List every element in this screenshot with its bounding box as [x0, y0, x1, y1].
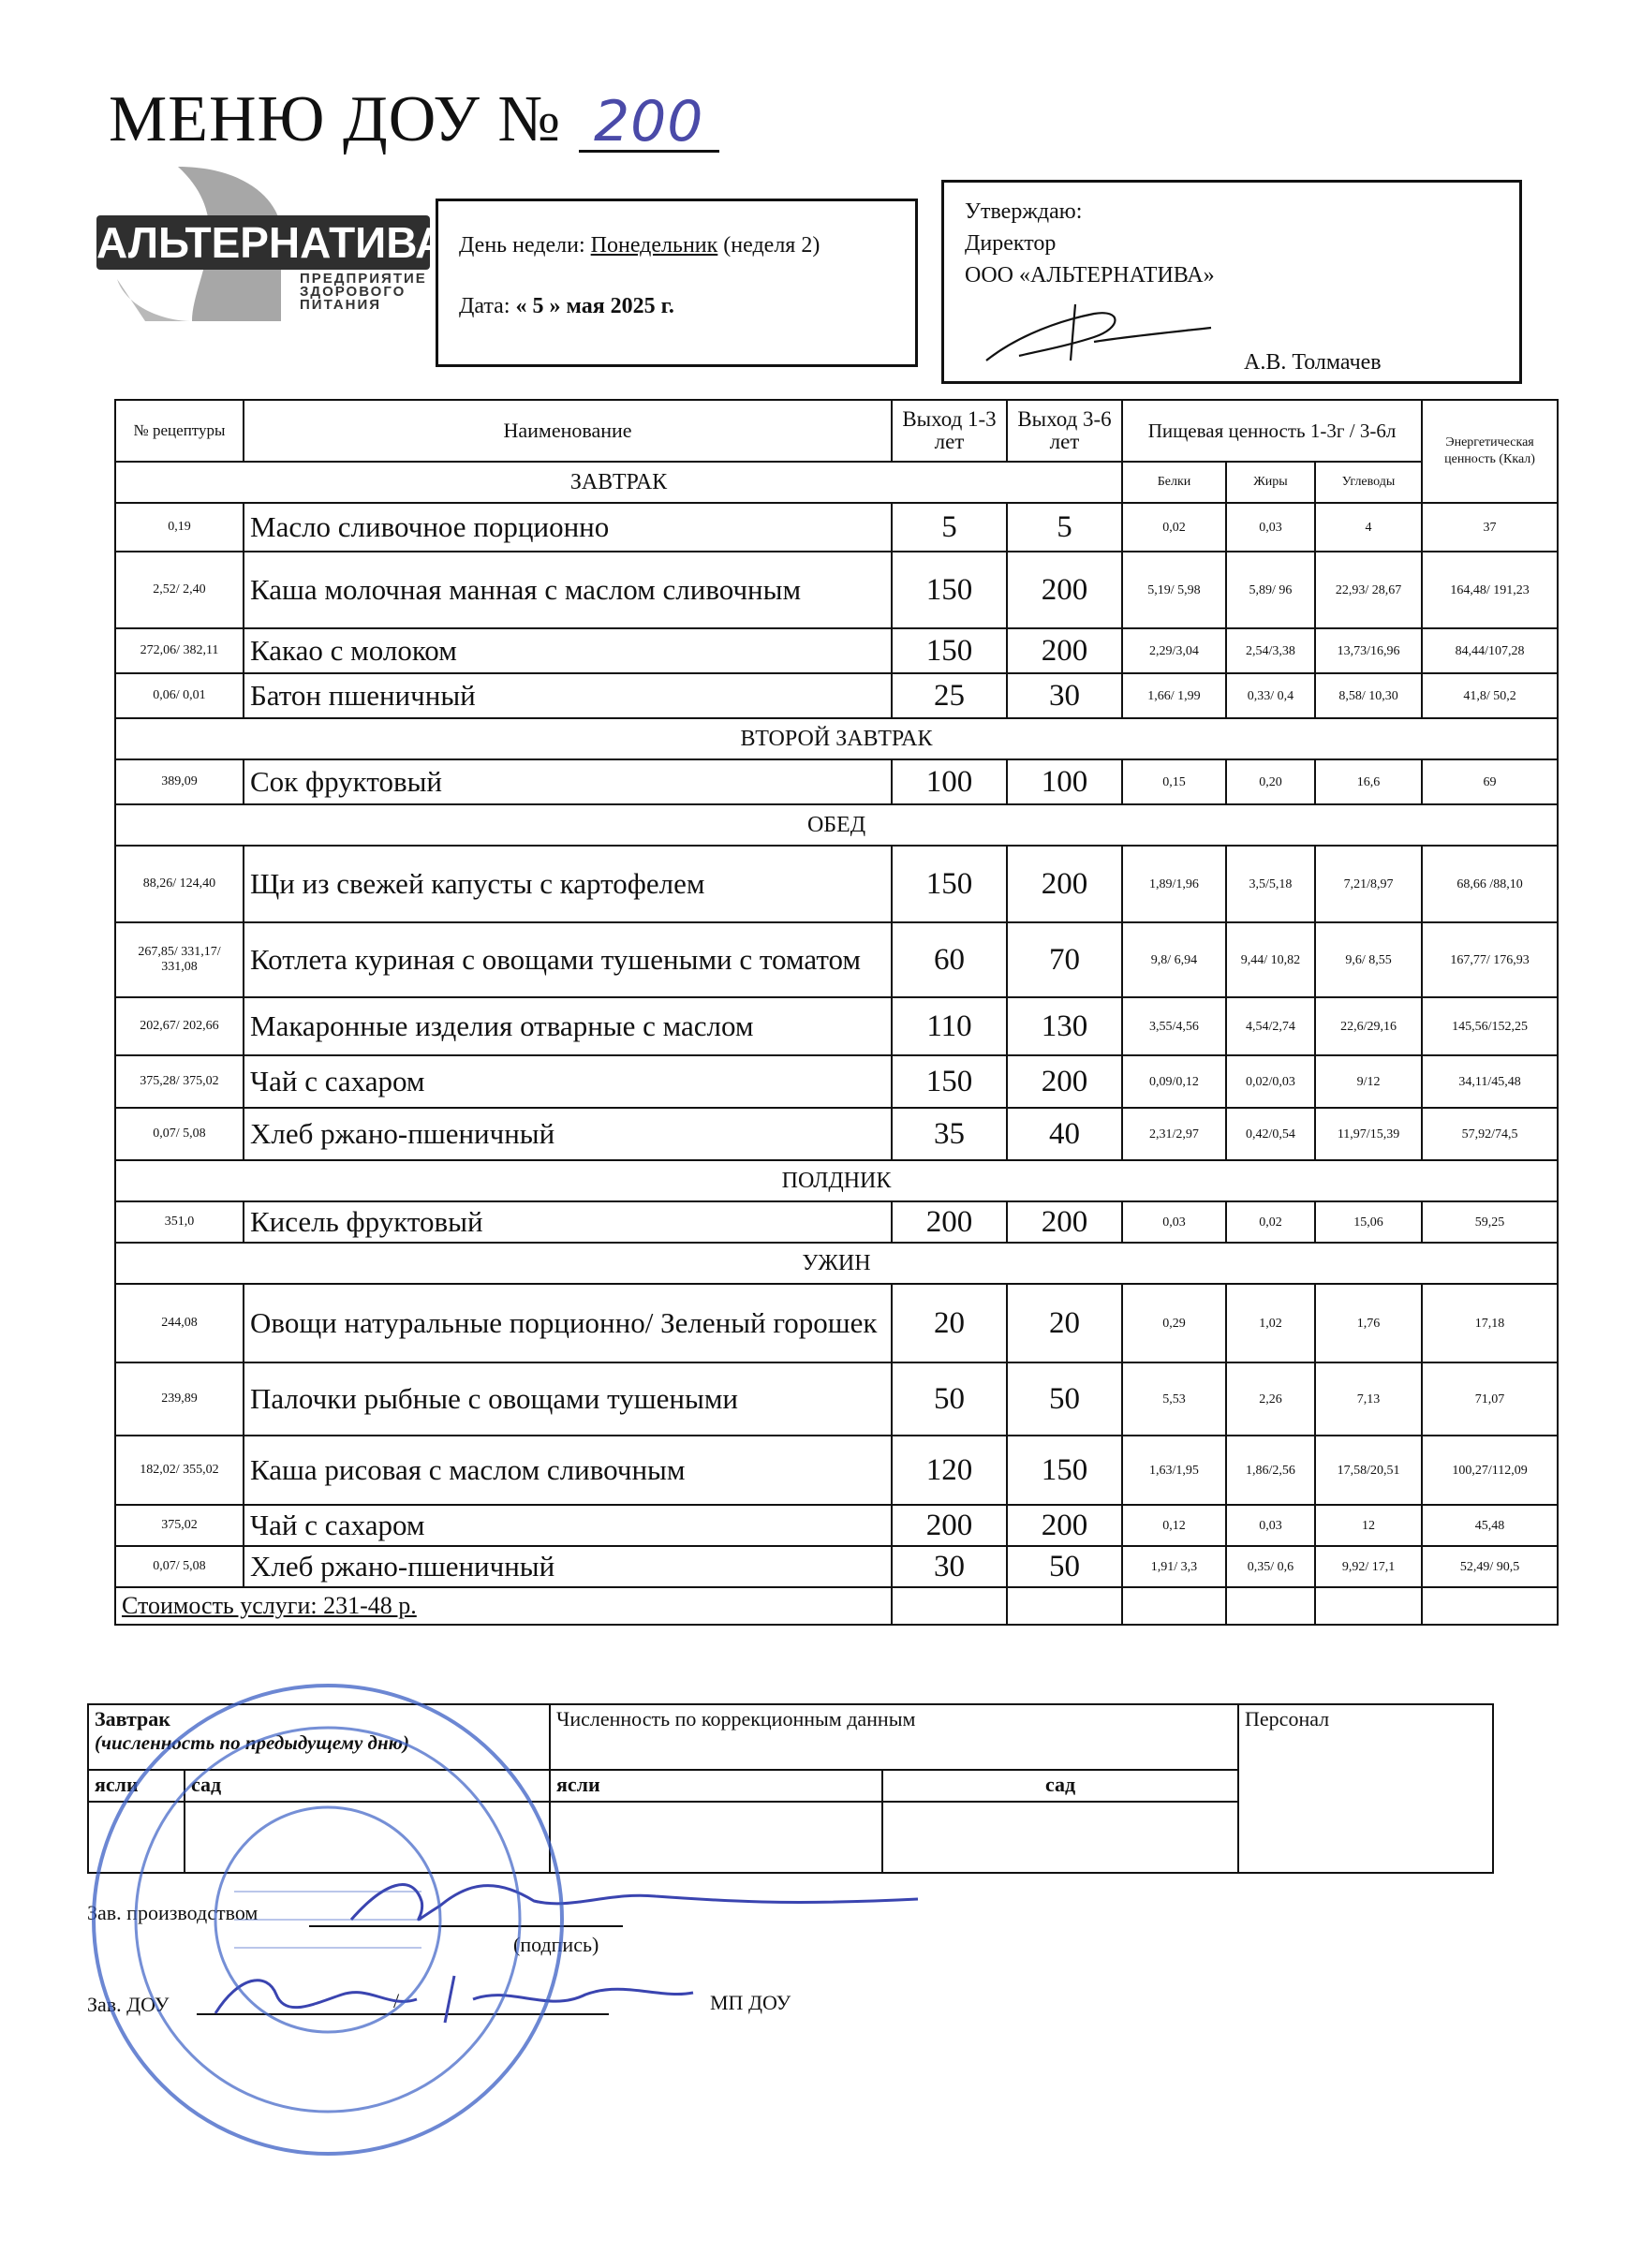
director-signature-icon [982, 286, 1216, 375]
table-row [115, 1201, 1558, 1243]
correction-nursery: ясли [550, 1770, 882, 1802]
fat-value: 0,03 [1226, 1505, 1315, 1546]
correction-header: Численность по коррекционным данным [550, 1704, 1238, 1770]
output-1-3: 150 [892, 628, 1007, 673]
protein-value: 9,8/ 6,94 [1122, 922, 1226, 997]
service-cost: Стоимость услуги: 231-48 р. [115, 1587, 892, 1625]
energy-value: 68,66 /88,10 [1422, 846, 1558, 922]
section-breakfast: ЗАВТРАК [115, 462, 1122, 503]
output-1-3: 30 [892, 1546, 1007, 1587]
carbs-value: 9,92/ 17,1 [1315, 1546, 1422, 1587]
energy-value: 52,49/ 90,5 [1422, 1546, 1558, 1587]
protein-value: 0,09/0,12 [1122, 1055, 1226, 1108]
day-value: Понедельник [590, 233, 718, 258]
table-header-row [115, 400, 1558, 462]
recipe-code: 375,28/ 375,02 [115, 1055, 244, 1108]
carbs-value: 4 [1315, 503, 1422, 552]
output-3-6: 200 [1007, 846, 1122, 922]
output-1-3: 20 [892, 1284, 1007, 1362]
recipe-code: 351,0 [115, 1201, 244, 1243]
protein-value: 1,63/1,95 [1122, 1436, 1226, 1505]
recipe-code: 88,26/ 124,40 [115, 846, 244, 922]
dish-name: Какао с молоком [244, 628, 892, 673]
recipe-code: 0,19 [115, 503, 244, 552]
head-dou-label: Зав. ДОУ [87, 1993, 170, 2016]
output-1-3: 150 [892, 1055, 1007, 1108]
dish-name: Палочки рыбные с овощами тушеными [244, 1362, 892, 1436]
header-recipe: № рецептуры [115, 400, 244, 462]
header-output-1-3: Выход 1-3 лет [892, 400, 1007, 462]
protein-value: 0,15 [1122, 759, 1226, 804]
section-second-breakfast: ВТОРОЙ ЗАВТРАК [115, 718, 1558, 759]
signature-slash: / [393, 1989, 400, 2012]
table-row [115, 1362, 1558, 1436]
approval-signatory: А.В. Толмачев [1244, 350, 1382, 375]
logo-tagline-1: ПРЕДПРИЯТИЕ [300, 271, 427, 287]
header-carbs: Углеводы [1315, 462, 1422, 503]
dish-name: Овощи натуральные порционно/ Зеленый горошек [244, 1284, 892, 1362]
fat-value: 4,54/2,74 [1226, 997, 1315, 1055]
dish-name: Каша рисовая с маслом сливочным [244, 1436, 892, 1505]
dish-name: Сок фруктовый [244, 759, 892, 804]
header-name: Наименование [244, 400, 892, 462]
carbs-value: 22,93/ 28,67 [1315, 552, 1422, 628]
carbs-value: 7,21/8,97 [1315, 846, 1422, 922]
section-lunch: ОБЕД [115, 804, 1558, 846]
carbs-value: 9/12 [1315, 1055, 1422, 1108]
mp-label: МП ДОУ [710, 1991, 791, 2014]
table-row [115, 997, 1558, 1055]
table-row [115, 1436, 1558, 1505]
carbs-value: 8,58/ 10,30 [1315, 673, 1422, 718]
date-line [459, 294, 915, 319]
fat-value: 3,5/5,18 [1226, 846, 1315, 922]
energy-value: 69 [1422, 759, 1558, 804]
day-label: День недели: [459, 233, 585, 258]
protein-value: 3,55/4,56 [1122, 997, 1226, 1055]
recipe-code: 0,07/ 5,08 [115, 1108, 244, 1160]
output-3-6: 150 [1007, 1436, 1122, 1505]
empty-cell [1007, 1587, 1122, 1625]
section-row [115, 462, 1558, 503]
section-row [115, 1160, 1558, 1201]
recipe-code: 239,89 [115, 1362, 244, 1436]
header-output-3-6: Выход 3-6 лет [1007, 400, 1122, 462]
section-dinner: УЖИН [115, 1243, 1558, 1284]
energy-value: 57,92/74,5 [1422, 1108, 1558, 1160]
fat-value: 1,02 [1226, 1284, 1315, 1362]
recipe-code: 267,85/ 331,17/ 331,08 [115, 922, 244, 997]
output-3-6: 50 [1007, 1362, 1122, 1436]
energy-value: 164,48/ 191,23 [1422, 552, 1558, 628]
table-row [115, 846, 1558, 922]
output-1-3: 25 [892, 673, 1007, 718]
header-fat: Жиры [1226, 462, 1315, 503]
table-row [115, 1546, 1558, 1587]
output-3-6: 130 [1007, 997, 1122, 1055]
output-3-6: 70 [1007, 922, 1122, 997]
menu-table [114, 399, 1559, 1626]
section-row [115, 718, 1558, 759]
carbs-value: 1,76 [1315, 1284, 1422, 1362]
header-protein: Белки [1122, 462, 1226, 503]
energy-value: 167,77/ 176,93 [1422, 922, 1558, 997]
dish-name: Чай с сахаром [244, 1505, 892, 1546]
title-text: МЕНЮ ДОУ № [109, 83, 562, 155]
energy-value: 145,56/152,25 [1422, 997, 1558, 1055]
empty-cell [1226, 1587, 1315, 1625]
dish-name: Чай с сахаром [244, 1055, 892, 1108]
correction-garden-count-cell[interactable] [882, 1802, 1238, 1873]
fat-value: 0,02 [1226, 1201, 1315, 1243]
output-3-6: 20 [1007, 1284, 1122, 1362]
table-row [115, 1055, 1558, 1108]
cost-row [115, 1587, 1558, 1625]
recipe-code: 2,52/ 2,40 [115, 552, 244, 628]
output-1-3: 150 [892, 552, 1007, 628]
output-1-3: 200 [892, 1201, 1007, 1243]
output-3-6: 200 [1007, 1201, 1122, 1243]
day-date-box [436, 199, 918, 367]
output-1-3: 5 [892, 503, 1007, 552]
protein-value: 1,66/ 1,99 [1122, 673, 1226, 718]
dish-name: Батон пшеничный [244, 673, 892, 718]
energy-value: 71,07 [1422, 1362, 1558, 1436]
protein-value: 5,53 [1122, 1362, 1226, 1436]
approval-box [941, 180, 1522, 384]
day-of-week-line [459, 233, 915, 258]
table-row [115, 673, 1558, 718]
fat-value: 0,35/ 0,6 [1226, 1546, 1315, 1587]
dish-name: Каша молочная манная с маслом сливочным [244, 552, 892, 628]
recipe-code: 182,02/ 355,02 [115, 1436, 244, 1505]
approval-label: Утверждаю: [965, 199, 1083, 224]
page-title [109, 82, 719, 157]
table-row [115, 759, 1558, 804]
recipe-code: 0,07/ 5,08 [115, 1546, 244, 1587]
approval-organization: ООО «АЛЬТЕРНАТИВА» [965, 263, 1215, 287]
table-row [115, 1505, 1558, 1546]
fat-value: 0,20 [1226, 759, 1315, 804]
energy-value: 41,8/ 50,2 [1422, 673, 1558, 718]
breakfast-label: Завтрак [95, 1707, 170, 1730]
output-1-3: 120 [892, 1436, 1007, 1505]
table-row [115, 503, 1558, 552]
output-1-3: 150 [892, 846, 1007, 922]
section-row [115, 1243, 1558, 1284]
recipe-code: 389,09 [115, 759, 244, 804]
fat-value: 0,33/ 0,4 [1226, 673, 1315, 718]
dish-name: Щи из свежей капусты с картофелем [244, 846, 892, 922]
carbs-value: 9,6/ 8,55 [1315, 922, 1422, 997]
carbs-value: 16,6 [1315, 759, 1422, 804]
header-nutrition: Пищевая ценность 1-3г / 3-6л [1122, 400, 1422, 462]
table-row [115, 1108, 1558, 1160]
fat-value: 5,89/ 96 [1226, 552, 1315, 628]
energy-value: 59,25 [1422, 1201, 1558, 1243]
protein-value: 1,89/1,96 [1122, 846, 1226, 922]
fat-value: 0,02/0,03 [1226, 1055, 1315, 1108]
company-logo [89, 167, 447, 321]
output-3-6: 50 [1007, 1546, 1122, 1587]
table-row [115, 922, 1558, 997]
fat-value: 0,03 [1226, 503, 1315, 552]
breakfast-nursery: ясли [88, 1770, 185, 1802]
output-1-3: 100 [892, 759, 1007, 804]
output-3-6: 200 [1007, 1055, 1122, 1108]
energy-value: 84,44/107,28 [1422, 628, 1558, 673]
output-3-6: 200 [1007, 552, 1122, 628]
fat-value: 9,44/ 10,82 [1226, 922, 1315, 997]
table-row [115, 628, 1558, 673]
protein-value: 0,29 [1122, 1284, 1226, 1362]
section-row [115, 804, 1558, 846]
dish-name: Хлеб ржано-пшеничный [244, 1108, 892, 1160]
logo-tagline-3: ПИТАНИЯ [300, 297, 382, 313]
date-value: « 5 » мая 2025 г. [515, 294, 674, 318]
approval-position: Директор [965, 231, 1057, 256]
section-snack: ПОЛДНИК [115, 1160, 1558, 1201]
dish-name: Хлеб ржано-пшеничный [244, 1546, 892, 1587]
energy-value: 17,18 [1422, 1284, 1558, 1362]
empty-cell [1122, 1587, 1226, 1625]
carbs-value: 11,97/15,39 [1315, 1108, 1422, 1160]
protein-value: 2,29/3,04 [1122, 628, 1226, 673]
recipe-code: 0,06/ 0,01 [115, 673, 244, 718]
protein-value: 0,03 [1122, 1201, 1226, 1243]
output-1-3: 200 [892, 1505, 1007, 1546]
carbs-value: 17,58/20,51 [1315, 1436, 1422, 1505]
carbs-value: 7,13 [1315, 1362, 1422, 1436]
table-row [115, 1284, 1558, 1362]
energy-value: 100,27/112,09 [1422, 1436, 1558, 1505]
recipe-code: 244,08 [115, 1284, 244, 1362]
recipe-code: 202,67/ 202,66 [115, 997, 244, 1055]
protein-value: 5,19/ 5,98 [1122, 552, 1226, 628]
carbs-value: 15,06 [1315, 1201, 1422, 1243]
correction-nursery-count-cell[interactable] [550, 1802, 882, 1873]
week-value: (неделя 2) [723, 233, 820, 258]
output-1-3: 110 [892, 997, 1007, 1055]
output-1-3: 35 [892, 1108, 1007, 1160]
protein-value: 0,12 [1122, 1505, 1226, 1546]
output-3-6: 200 [1007, 1505, 1122, 1546]
staff-header: Персонал [1238, 1704, 1493, 1873]
breakfast-sublabel: (численность по предыдущему дню) [95, 1731, 409, 1754]
dish-name: Макаронные изделия отварные с маслом [244, 997, 892, 1055]
protein-value: 1,91/ 3,3 [1122, 1546, 1226, 1587]
energy-value: 34,11/45,48 [1422, 1055, 1558, 1108]
breakfast-garden: сад [185, 1770, 550, 1802]
dish-name: Котлета куриная с овощами тушеными с томатом [244, 922, 892, 997]
output-3-6: 30 [1007, 673, 1122, 718]
correction-garden: сад [882, 1770, 1238, 1802]
carbs-value: 13,73/16,96 [1315, 628, 1422, 673]
dish-name: Кисель фруктовый [244, 1201, 892, 1243]
output-3-6: 200 [1007, 628, 1122, 673]
output-1-3: 60 [892, 922, 1007, 997]
official-stamp-icon [84, 1676, 571, 2163]
date-label: Дата: [459, 294, 510, 318]
carbs-value: 12 [1315, 1505, 1422, 1546]
recipe-code: 272,06/ 382,11 [115, 628, 244, 673]
fat-value: 0,42/0,54 [1226, 1108, 1315, 1160]
energy-value: 37 [1422, 503, 1558, 552]
fat-value: 1,86/2,56 [1226, 1436, 1315, 1505]
dou-number: 200 [579, 94, 719, 153]
logo-tagline [300, 272, 440, 312]
output-1-3: 50 [892, 1362, 1007, 1436]
protein-value: 0,02 [1122, 503, 1226, 552]
fat-value: 2,26 [1226, 1362, 1315, 1436]
fat-value: 2,54/3,38 [1226, 628, 1315, 673]
head-production-label: Зав. производством [87, 1901, 259, 1924]
output-3-6: 40 [1007, 1108, 1122, 1160]
table-row [115, 552, 1558, 628]
empty-cell [1315, 1587, 1422, 1625]
empty-cell [1422, 1587, 1558, 1625]
header-energy: Энергетическая ценность (Ккал) [1422, 400, 1558, 503]
recipe-code: 375,02 [115, 1505, 244, 1546]
output-3-6: 5 [1007, 503, 1122, 552]
logo-tagline-2: ЗДОРОВОГО [300, 284, 407, 300]
dish-name: Масло сливочное порционно [244, 503, 892, 552]
signature-caption: (подпись) [513, 1933, 599, 1956]
logo-wordmark: АЛЬТЕРНАТИВА [96, 215, 430, 270]
energy-value: 45,48 [1422, 1505, 1558, 1546]
output-3-6: 100 [1007, 759, 1122, 804]
protein-value: 2,31/2,97 [1122, 1108, 1226, 1160]
empty-cell [892, 1587, 1007, 1625]
carbs-value: 22,6/29,16 [1315, 997, 1422, 1055]
